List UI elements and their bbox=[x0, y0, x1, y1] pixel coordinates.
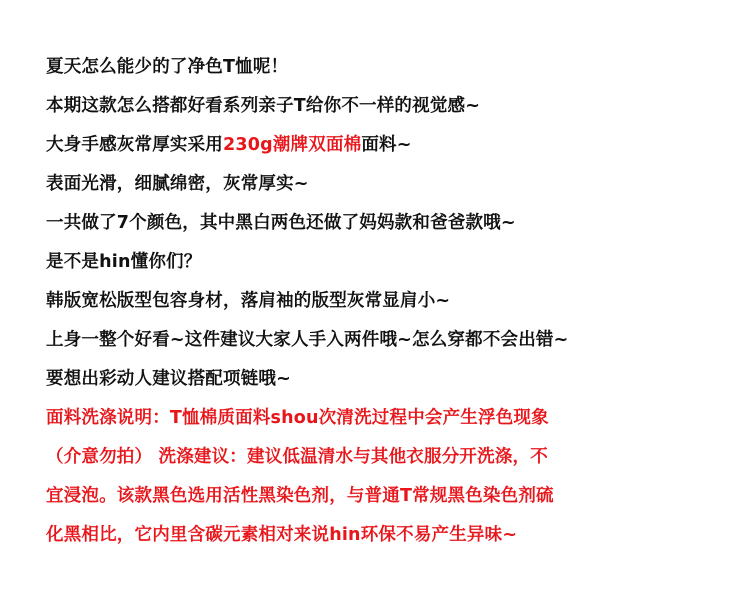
fabric-line-prefix: 大身手感灰常厚实采用 bbox=[46, 135, 223, 155]
fabric-line-suffix: 面料~ bbox=[361, 135, 412, 155]
care-note-line: 面料洗涤说明：T恤棉质面料shou次清洗过程中会产生浮色现象 bbox=[46, 408, 549, 428]
care-note-line: 宜浸泡。该款黑色选用活性黑染色剂，与普通T常规黑色染色剂硫 bbox=[46, 486, 554, 506]
surface-line: 表面光滑，细腻绵密，灰常厚实~ bbox=[46, 174, 309, 194]
style-line: 本期这款怎么搭都好看系列亲子T给你不一样的视觉感~ bbox=[46, 96, 481, 116]
fabric-highlight: 230g潮牌双面棉 bbox=[223, 135, 362, 155]
colors-line: 一共做了7个颜色，其中黑白两色还做了妈妈款和爸爸款哦~ bbox=[46, 213, 516, 233]
wear-line: 上身一整个好看~这件建议大家人手入两件哦~怎么穿都不会出错~ bbox=[46, 330, 569, 350]
styling-tip-line: 要想出彩动人建议搭配项链哦~ bbox=[46, 369, 291, 389]
fit-line: 韩版宽松版型包容身材，落肩袖的版型灰常显肩小~ bbox=[46, 291, 451, 311]
question-line: 是不是hin懂你们？ bbox=[46, 252, 202, 272]
care-note-line: （介意勿拍） 洗涤建议：建议低温清水与其他衣服分开洗涤，不 bbox=[46, 447, 548, 467]
care-note-line: 化黑相比，它内里含碳元素相对来说hin环保不易产生异味~ bbox=[46, 525, 518, 545]
fabric-line bbox=[46, 133, 412, 157]
intro-line: 夏天怎么能少的了净色T恤呢！ bbox=[46, 57, 289, 77]
